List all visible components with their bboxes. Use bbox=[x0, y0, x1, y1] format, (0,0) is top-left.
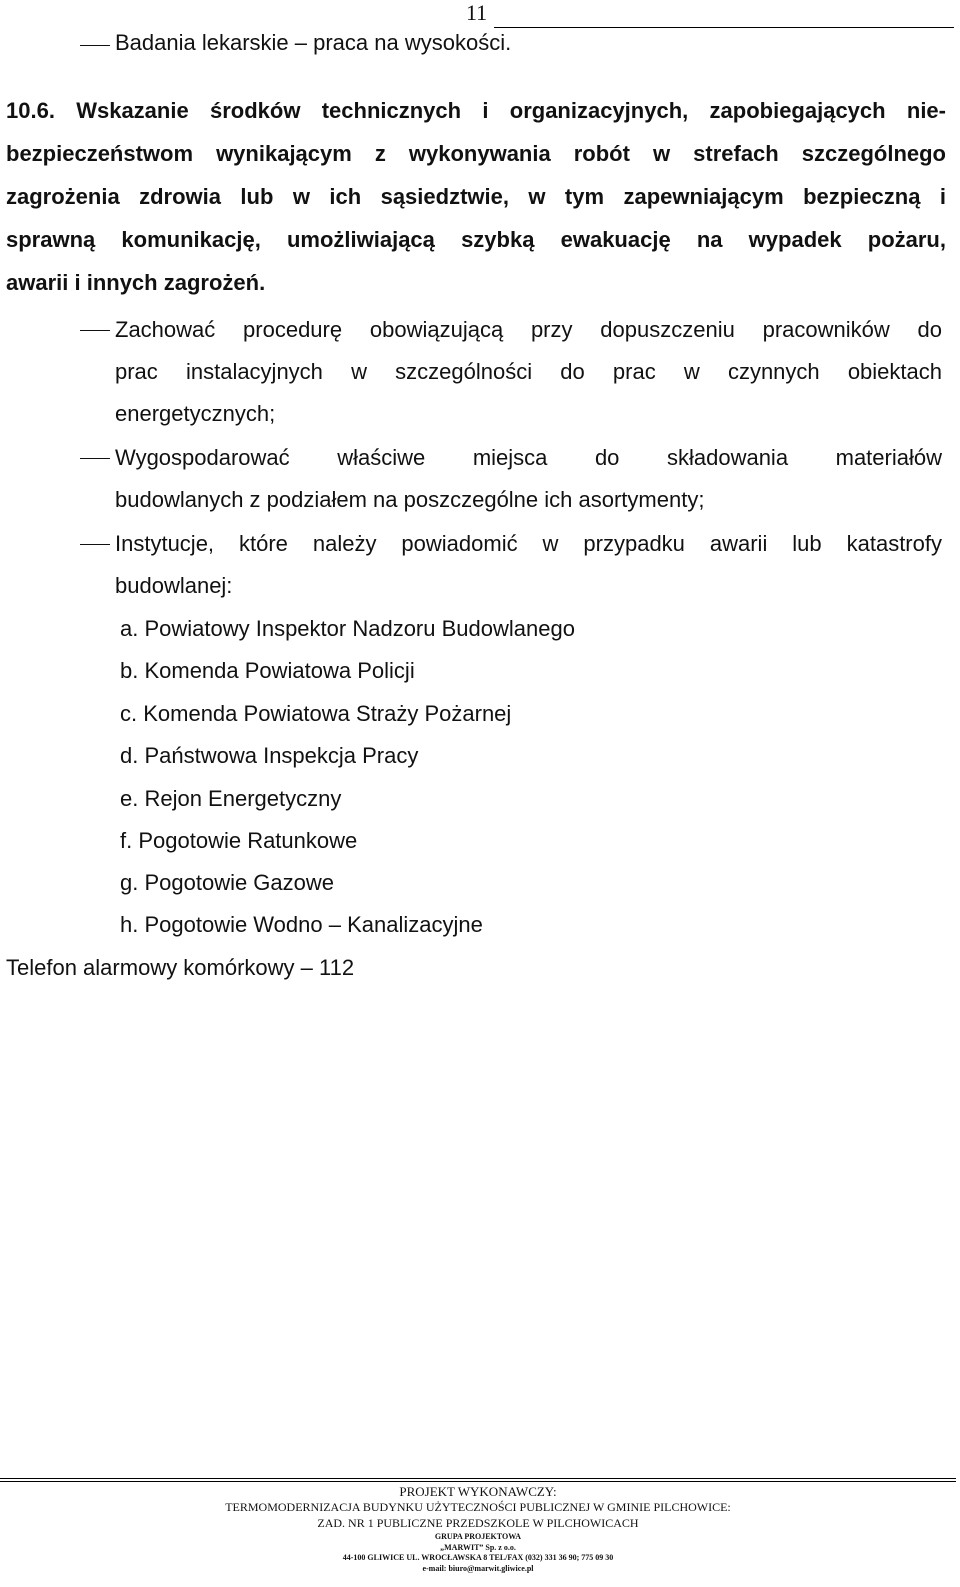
bullet-line: Zachować procedurę obowiązującą przy dopuszczeniu pracowników do bbox=[115, 317, 942, 342]
institution-item: b. Komenda Powiatowa Policji bbox=[120, 658, 415, 683]
heading-line: 10.6. Wskazanie środków technicznych i organizacyjnych, zapobiegających nie- bbox=[6, 98, 946, 123]
heading-line: awarii i innych zagrożeń. bbox=[6, 270, 266, 295]
footer-email: e-mail: biuro@marwit.gliwice.pl bbox=[422, 1564, 534, 1573]
bullet-line: budowlanych z podziałem na poszczególne ich asortymenty; bbox=[115, 487, 705, 512]
bullet-line: Wygospodarować właściwe miejsca do składowania materiałów bbox=[115, 445, 942, 470]
footer-project-subtitle: ZAD. NR 1 PUBLICZNE PRZEDSZKOLE W PILCHOWICACH bbox=[317, 1516, 639, 1530]
institution-item: e. Rejon Energetyczny bbox=[120, 786, 342, 811]
heading-line: bezpieczeństwom wynikającym z wykonywania robót w strefach szczególnego bbox=[6, 141, 946, 166]
footer-address: 44-100 GLIWICE UL. WROCŁAWSKA 8 TEL/FAX (032) 331 36 90; 775 09 30 bbox=[342, 1553, 614, 1562]
page-number: 11 bbox=[466, 0, 488, 25]
institution-item: g. Pogotowie Gazowe bbox=[120, 870, 335, 895]
footer-company: „MARWIT” Sp. z o.o. bbox=[440, 1543, 516, 1552]
footer-rule bbox=[0, 1481, 956, 1482]
bullet-line: energetycznych; bbox=[115, 401, 276, 426]
bullet-line: prac instalacyjnych w szczególności do prac w czynnych obiektach bbox=[115, 359, 942, 384]
footer-group: GRUPA PROJEKTOWA bbox=[434, 1532, 522, 1541]
heading-line: zagrożenia zdrowia lub w ich sąsiedztwie, w tym zapewniającym bezpieczną i bbox=[6, 184, 946, 209]
bullet-dash bbox=[80, 544, 110, 545]
footer-rule bbox=[0, 1478, 956, 1479]
bullet-dash bbox=[80, 458, 110, 459]
bullet-line: Instytucje, które należy powiadomić w przypadku awarii lub katastrofy bbox=[115, 531, 942, 556]
bullet-line: budowlanej: bbox=[115, 573, 233, 598]
heading-line: sprawną komunikację, umożliwiającą szybką ewakuację na wypadek pożaru, bbox=[6, 227, 946, 252]
carry-over-item: Badania lekarskie – praca na wysokości. bbox=[115, 30, 512, 55]
institution-item: c. Komenda Powiatowa Straży Pożarnej bbox=[120, 701, 512, 726]
institution-item: f. Pogotowie Ratunkowe bbox=[120, 828, 358, 853]
footer-project-type: PROJEKT WYKONAWCZY: bbox=[399, 1484, 557, 1499]
footer-project-title: TERMOMODERNIZACJA BUDYNKU UŻYTECZNOŚCI PUBLICZNEJ W GMINIE PILCHOWICE: bbox=[225, 1500, 731, 1514]
institution-item: d. Państwowa Inspekcja Pracy bbox=[120, 743, 419, 768]
bullet-dash bbox=[80, 330, 110, 331]
institution-item: h. Pogotowie Wodno – Kanalizacyjne bbox=[120, 912, 483, 937]
institution-item: a. Powiatowy Inspektor Nadzoru Budowlanego bbox=[120, 616, 575, 641]
alarm-phone: Telefon alarmowy komórkowy – 112 bbox=[6, 955, 355, 980]
bullet-dash bbox=[80, 45, 110, 46]
header-rule bbox=[494, 27, 954, 28]
